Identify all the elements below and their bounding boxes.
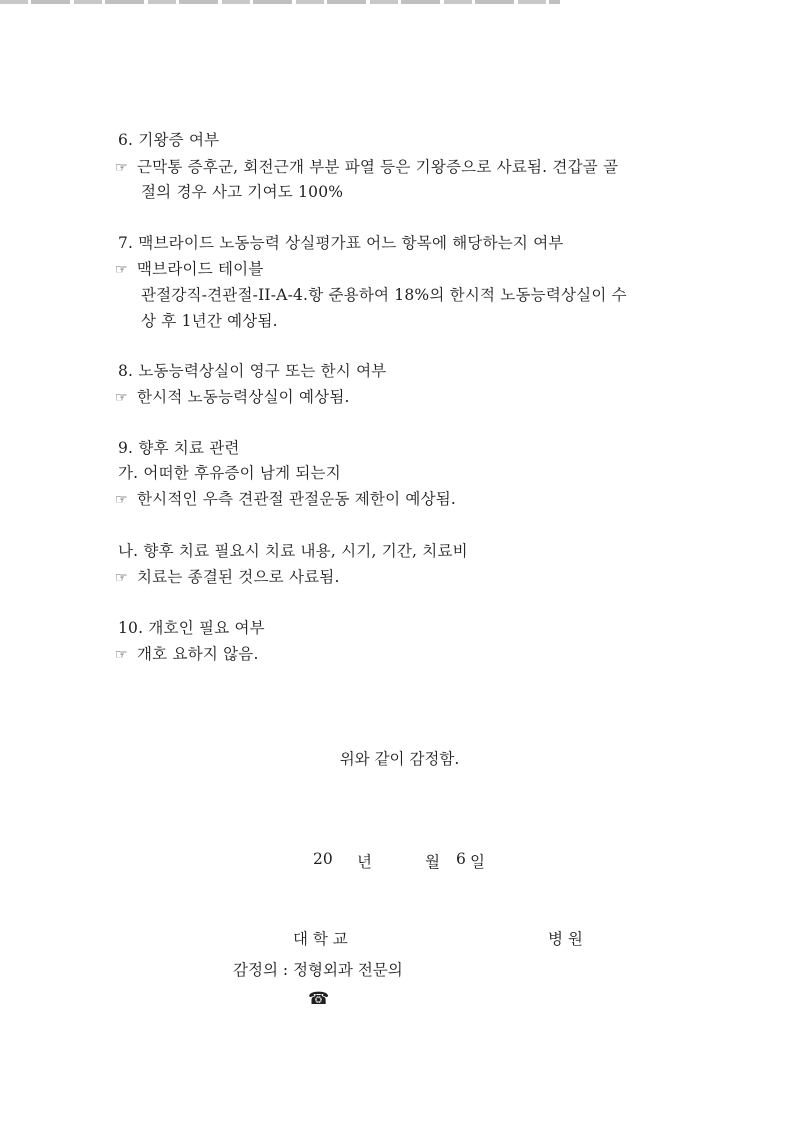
section-8-answer-line-1 [115,387,350,408]
date-day: 6 [456,850,466,868]
closing-statement: 위와 같이 감정함. [339,750,460,768]
section-7-answer-text: 맥브라이드 테이블 [137,260,264,278]
hospital-name: 병 원 [548,930,583,948]
section-10-answer-line-1 [115,644,259,665]
section-7-heading: 7. 맥브라이드 노동능력 상실평가표 어느 항목에 해당하는지 여부 [118,234,564,252]
section-6-answer-line-2: 절의 경우 사고 기여도 100% [141,183,344,201]
section-9-sub-a-answer-text: 한시적인 우측 견관절 관절운동 제한이 예상됨. [137,490,457,508]
section-7-answer-line-2: 관절강직-견관절-II-A-4.항 준용하여 18%의 한시적 노동능력상실이 수 [141,286,627,304]
section-10-answer-text: 개호 요하지 않음. [137,645,259,663]
section-10-heading: 10. 개호인 필요 여부 [118,619,265,637]
university-name: 대 학 교 [293,930,348,948]
section-7-answer-line-1 [115,259,264,280]
date-day-label: 일 [470,853,485,871]
pointing-hand-icon: ☞ [115,570,128,586]
telephone-icon: ☎ [308,989,330,1009]
section-6-heading: 6. 기왕증 여부 [118,131,220,149]
pointing-hand-icon: ☞ [115,647,128,663]
section-9-sub-b-answer-text: 치료는 종결된 것으로 사료됨. [137,568,340,586]
pointing-hand-icon: ☞ [115,160,128,176]
section-8-answer-text: 한시적 노동능력상실이 예상됨. [137,388,350,406]
pointing-hand-icon: ☞ [115,390,128,406]
examiner-title: 감정의 : 정형외과 전문의 [233,961,403,979]
date-year: 20 [313,850,333,868]
scan-top-edge [0,0,560,4]
section-9-heading: 9. 향후 치료 관련 [118,439,240,457]
pointing-hand-icon: ☞ [115,492,128,508]
section-6-answer-text: 근막통 증후군, 회전근개 부분 파열 등은 기왕증으로 사료됨. 견갑골 골 [137,158,619,176]
section-9-sub-b: 나. 향후 치료 필요시 치료 내용, 시기, 기간, 치료비 [118,542,468,560]
section-9-sub-a: 가. 어떠한 후유증이 남게 되는지 [118,464,341,482]
section-9-sub-a-answer [115,489,456,510]
date-year-label: 년 [357,853,372,871]
section-6-answer-line-1 [115,157,618,178]
section-7-answer-line-3: 상 후 1년간 예상됨. [141,312,278,330]
date-month-label: 월 [425,853,440,871]
section-9-sub-b-answer [115,567,340,588]
section-8-heading: 8. 노동능력상실이 영구 또는 한시 여부 [118,362,387,380]
pointing-hand-icon: ☞ [115,262,128,278]
